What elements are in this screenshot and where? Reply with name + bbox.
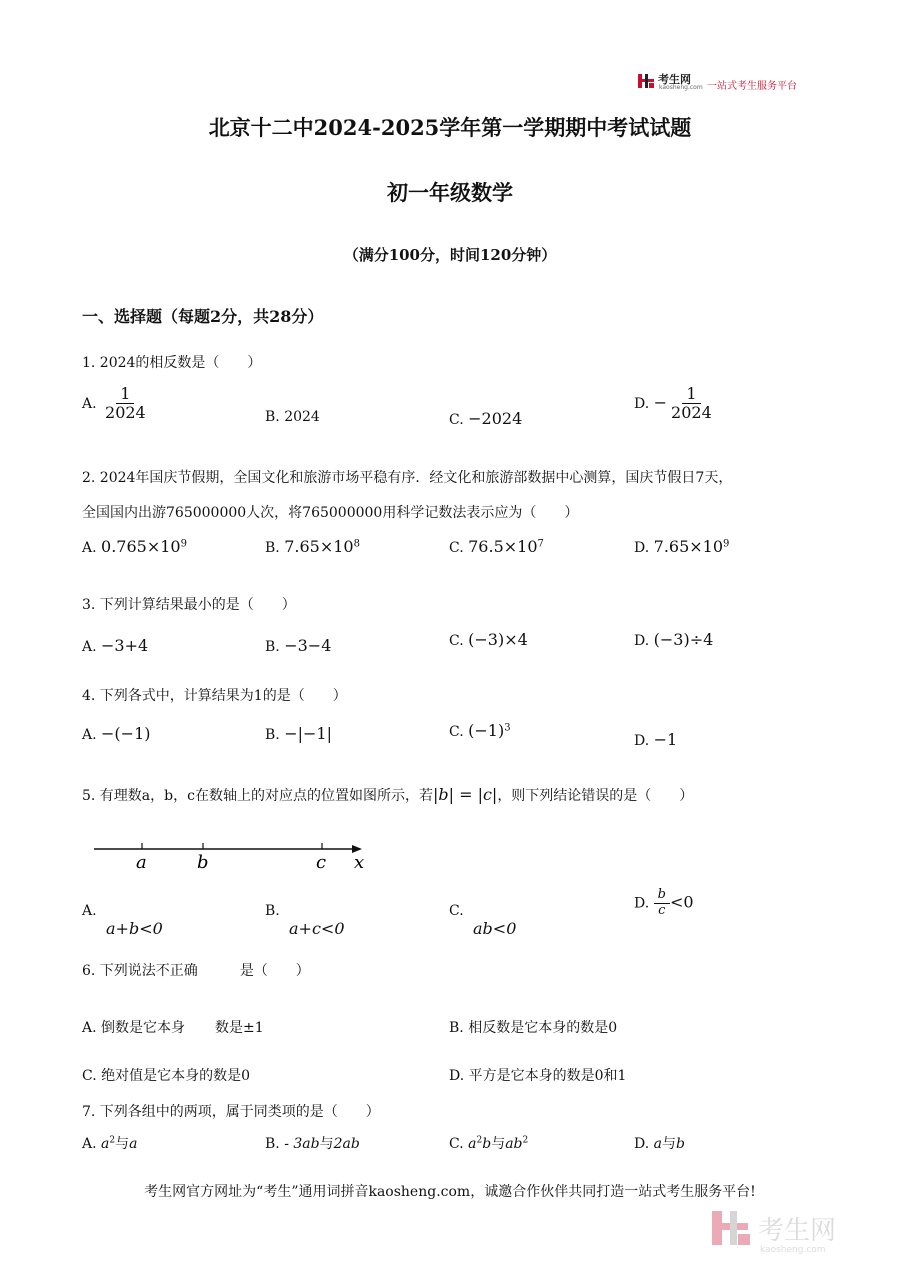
question-2-stem-line-1: 2. 2024年国庆节假期，全国文化和旅游市场平稳有序．经文化和旅游部数据中心测算，国庆节假日7天，: [82, 470, 733, 486]
question-7-stem: 7. 下列各组中的两项，属于同类项的是（ ）: [82, 1104, 380, 1120]
label-c: c: [316, 852, 327, 873]
fraction: $\frac{1}{2024}$: [671, 384, 712, 423]
question-2-stem-line-2: 全国国内出游765000000人次，将765000000用科学记数法表示应为（ ）: [82, 505, 579, 521]
question-1-option-c: C. −2024: [449, 409, 523, 428]
question-7-option-a: A. $a^2$与a: [82, 1135, 138, 1152]
question-1-option-d: D. − $\frac{1}{2024}$: [634, 385, 716, 423]
question-2-option-d: D. $7.65\times 10^9$: [634, 537, 730, 556]
question-5-option-b: B. a+c<0: [265, 903, 345, 938]
question-1-option-a: A. $\frac{1}{2024}$: [82, 385, 150, 423]
question-2-option-a: A. $0.765\times 10^9$: [82, 537, 187, 556]
logo-domain: kaosheng.com: [659, 84, 703, 91]
label-x: x: [354, 852, 365, 873]
watermark-domain: kaosheng.com: [760, 1245, 826, 1255]
question-7-option-c: C. $a^2b$与$ab^2$: [449, 1135, 529, 1152]
logo-slogan: 一站式考生服务平台: [707, 81, 797, 92]
question-6-option-b: B. 相反数是它本身的数是0: [449, 1020, 618, 1036]
question-4-stem: 4. 下列各式中，计算结果为1的是（ ）: [82, 688, 347, 704]
question-6-option-a: A. 倒数是它本身 数是±1: [82, 1020, 264, 1036]
question-7-option-d: D. a与b: [634, 1136, 685, 1152]
question-6-stem: 6. 下列说法不正确 是（ ）: [82, 963, 310, 979]
watermark-text: 考生网: [758, 1216, 837, 1246]
question-5-stem: 5. 有理数a，b，c在数轴上的对应点的位置如图所示，若|b| = |c|，则下列结论错误的是（ ）: [82, 785, 694, 804]
label-b: b: [197, 852, 209, 873]
question-5-option-a: A. a+b<0: [82, 903, 163, 938]
fraction: $\frac{b}{c}$: [654, 888, 670, 919]
question-2-option-b: B. $7.65\times 10^8$: [265, 537, 360, 556]
question-1-stem: 1. 2024的相反数是（ ）: [82, 355, 262, 371]
watermark-logo-icon: [710, 1207, 870, 1255]
question-3-option-d: D. (−3)÷4: [634, 630, 714, 649]
label-a: a: [136, 852, 147, 873]
exam-note: （满分100分，时间120分钟）: [343, 246, 557, 264]
question-3-option-a: A. −3+4: [82, 636, 149, 655]
question-5-option-d: D. $\frac{b}{c}$ <0: [634, 887, 694, 918]
section-heading: 一、选择题（每题2分，共28分）: [82, 307, 324, 326]
question-3-stem: 3. 下列计算结果最小的是（ ）: [82, 597, 296, 613]
kaosheng-logo-icon: [637, 72, 655, 90]
question-6-option-c: C. 绝对值是它本身的数是0: [82, 1068, 251, 1084]
question-4-option-c: C. $(-1)^3$: [449, 721, 511, 740]
exam-title: 北京十二中2024-2025学年第一学期期中考试试题: [208, 115, 692, 140]
question-6-option-d: D. 平方是它本身的数是0和1: [449, 1068, 627, 1084]
footer-text: 考生网官方网址为“考生”通用词拼音kaosheng.com，诚邀合作伙伴共同打造一站式考生服务平台!: [144, 1184, 756, 1200]
question-2-option-c: C. $76.5\times 10^7$: [449, 537, 544, 556]
number-line: [92, 835, 382, 875]
question-3-option-c: C. (−3)×4: [449, 630, 528, 649]
question-5-option-c: C. ab<0: [449, 903, 517, 938]
question-4-option-a: A. −(−1): [82, 724, 151, 743]
question-7-option-b: B. - 3ab与2ab: [265, 1136, 360, 1152]
question-4-option-b: B. −|−1|: [265, 724, 332, 743]
fraction: $\frac{1}{2024}$: [105, 384, 146, 423]
exam-subtitle: 初一年级数学: [387, 180, 513, 205]
question-3-option-b: B. −3−4: [265, 636, 332, 655]
logo-name: 考生网: [658, 73, 691, 86]
question-1-option-b: B. 2024: [265, 409, 320, 425]
question-4-option-d: D. −1: [634, 730, 678, 749]
